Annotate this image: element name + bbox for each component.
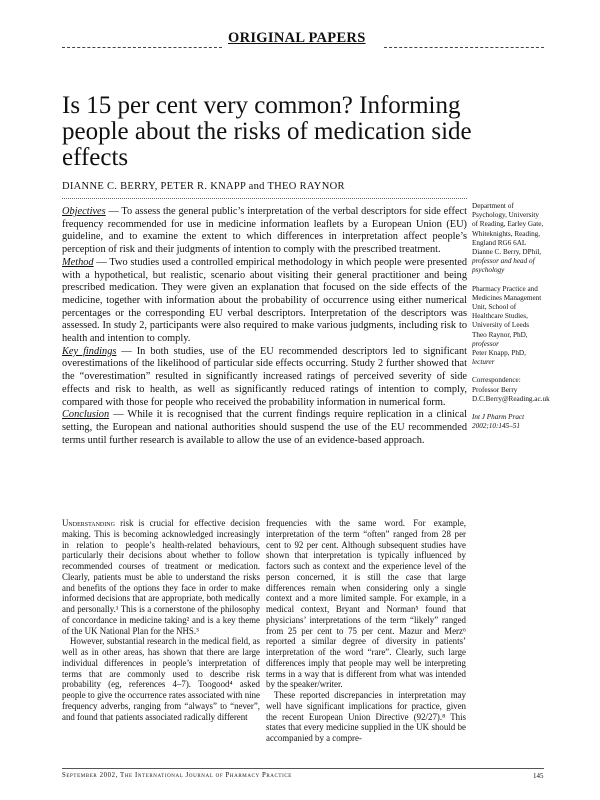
author-3-role: lecturer	[472, 358, 495, 367]
footer-rule	[62, 768, 544, 769]
affiliation-1-text: Department of Psychology, University of Reading, Earley Gate, Whiteknights, Reading, England RG6 6AL	[472, 202, 544, 247]
page-number: 145	[533, 772, 544, 780]
abstract-conclusion	[62, 409, 467, 447]
affiliation-reading	[472, 202, 544, 276]
abstract	[62, 206, 467, 447]
header-rule-right	[384, 47, 544, 48]
body-column-2	[266, 518, 466, 744]
findings-label: Key findings	[62, 345, 117, 357]
footer-journal: September 2002, The International Journal of Pharmacy Practice	[62, 772, 292, 779]
conclusion-text: — While it is recognised that the current findings require replication in a clinical setting, the European and national authorities should suspend the use of the EU recommended terms until further research is available to allow the use of an evidence-based approach.	[62, 409, 467, 446]
objectives-label: Objectives	[62, 206, 106, 217]
conclusion-label: Conclusion	[62, 409, 110, 421]
author-2-name: Theo Raynor, PhD,	[472, 330, 528, 339]
article-title: Is 15 per cent very common? Informing people about the risks of medication side effects	[62, 92, 472, 171]
author-3-name: Peter Knapp, PhD,	[472, 349, 526, 358]
correspondence: Correspondence: Professor Berry D.C.Berry@Reading.ac.uk	[472, 376, 550, 403]
header-rule-left	[62, 47, 222, 48]
abstract-rule	[62, 198, 467, 199]
abstract-method	[62, 257, 467, 346]
author-2-role: professor	[472, 339, 499, 348]
body-paragraph: These reported discrepancies in interpretation may well have significant implications for practice, given the recent European Union Directive (92/27).⁸ This states that every medicine supplied in the UK should be accompanied by a compre-	[266, 690, 466, 743]
author-list: DIANNE C. BERRY, PETER R. KNAPP and THEO RAYNOR	[62, 181, 345, 192]
lead-in: Understanding	[62, 518, 115, 528]
method-label: Method	[62, 256, 94, 268]
citation: Int J Pharm Pract 2002;10:145–51	[472, 413, 525, 431]
section-label: ORIGINAL PAPERS	[228, 30, 366, 46]
abstract-findings	[62, 346, 467, 410]
body-paragraph: frequencies with the same word. For example, interpretation of the term “often” ranged from 28 per cent to 92 per cent. Although subsequent studies have shown that interpretation is typically influenced by factors such as context and the experience level of the person concerned, it is still the case that large differences remain when considering only a single context and a more limited sample. For example, in a medical context, Bryant and Norman⁵ found that physicians’ interpretations of the term “likely” ranged from 25 per cent to 75 per cent. Mazur and Merz⁶ reported a similar degree of diversity in patients’ interpretation of the word “rare”. Clearly, such large differences imply that people may well be interpreting terms in a way that is different from what was intended by the speaker/writer.	[266, 518, 466, 690]
affiliation-2-text: Pharmacy Practice and Medicines Management Unit, School of Healthcare Studies, University of Leeds	[472, 284, 542, 330]
author-1-name: Dianne C. Berry, DPhil,	[472, 248, 542, 257]
author-affiliations	[472, 202, 550, 440]
paragraph-text: risk is crucial for effective decision making. This is becoming acknowledged increasingly in relation to people’s health-related behaviours, particularly their decisions about whether to follow recommended courses of treatment or medication. Clearly, patients must be able to understand the risks and benefits of the options they face in order to make informed decisions that are appropriate, both medically and personally.¹ This is a cornerstone of the philosophy of concordance in medicine taking² and is a key theme of the UK National Plan for the NHS.³	[62, 518, 260, 636]
objectives-text: — To assess the general public’s interpretation of the verbal descriptors for side effect frequency recommended for use in medicine information leaflets by a European Union (EU) guideline, and to examine the extent to which differences in interpretation affect people’s perception of risk and their judgments of intention to comply with the prescribed treatment.	[62, 206, 467, 256]
body-column-1	[62, 518, 260, 722]
abstract-objectives	[62, 206, 467, 257]
body-paragraph	[62, 518, 260, 636]
method-text: — Two studies used a controlled empirical methodology in which people were presented with a hypothetical, but realistic, scenario about visiting their general practitioner and being prescribed medication. They were given an explanation that focused on the side effects of the medicine, together with information about the probability of occurrence using either numerical percentages or the corresponding EU verbal descriptors. Interpretation of the descriptors was assessed. In study 2, participants were also required to make various judgments, including risk to health and intention to comply.	[62, 256, 467, 345]
affiliation-leeds	[472, 285, 544, 368]
author-1-role: professor and head of psychology	[472, 257, 535, 275]
body-paragraph: However, substantial research in the medical field, as well as in other areas, has shown that there are large individual differences in people’s interpretation of terms that are commonly used to describe risk probability (eg, references 4–7). Toogood⁴ asked people to give the occurrence rates associated with nine frequency adverbs, ranging from “always” to “never”, and found that patients associated radically different	[62, 636, 260, 722]
findings-text: — In both studies, use of the EU recommended descriptors led to significant overestimations of the likelihood of particular side effects occurring. Study 2 further showed that the “overestimation” resulted in significantly increased ratings of perceived severity of side effects and risk to health, as well as significantly reduced ratings of intention to comply, compared with those for people who received the probability information in numerical form.	[62, 345, 467, 408]
